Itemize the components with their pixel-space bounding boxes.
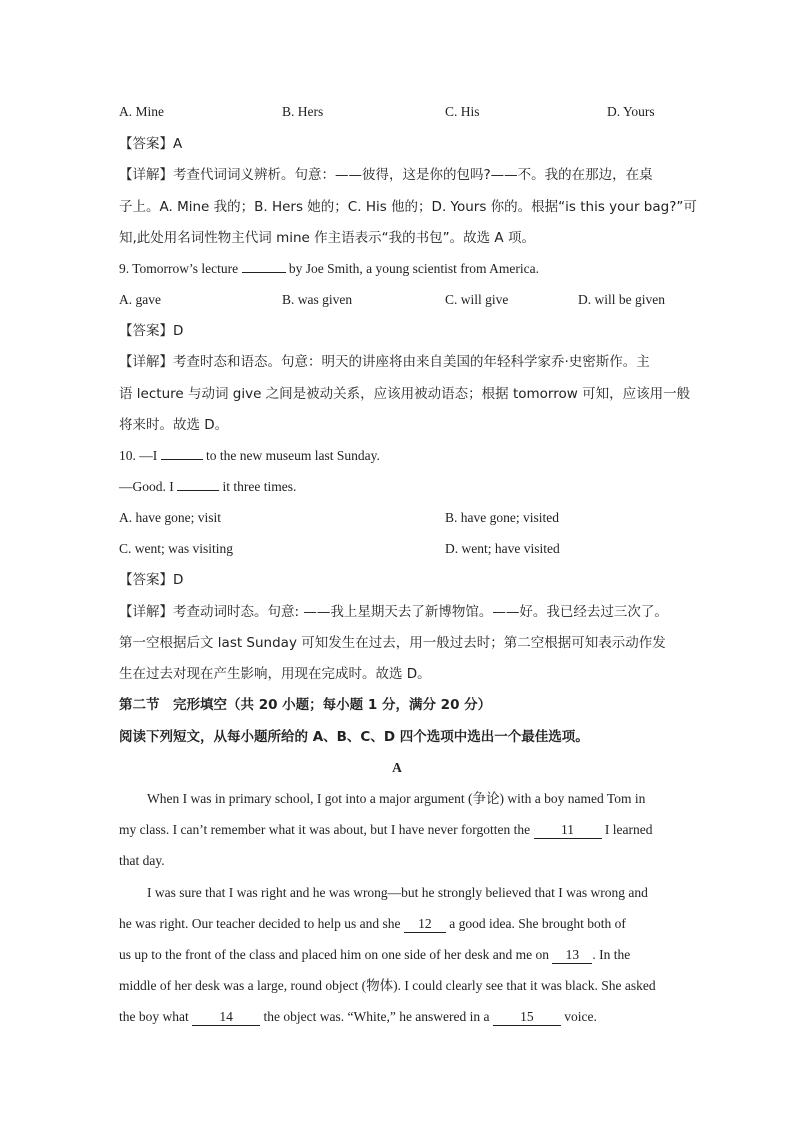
q10-option-d: D. went; have visited <box>445 541 560 556</box>
q8-answer: 【答案】A <box>119 136 183 152</box>
p2-l5-after: voice. <box>564 1009 597 1024</box>
blank-14: 14 <box>192 1009 260 1026</box>
passage-p2-line-2 <box>119 914 675 934</box>
q9-option-a: A. gave <box>119 292 161 307</box>
blank-15: 15 <box>493 1009 561 1026</box>
q10-option-a: A. have gone; visit <box>119 510 221 525</box>
q9-option-b: B. was given <box>282 292 353 307</box>
passage-p2-line-1: I was sure that I was right and he was wrong—but he strongly believed that I was wrong and <box>147 885 648 900</box>
q9-detail-line-2: 语 lecture 与动词 give 之间是被动关系，应该用被动语态；根据 tomorrow 可知，应该用一般 <box>119 386 691 402</box>
q8-detail-line-3: 知,此处用名词性物主代词 mine 作主语表示“我的书包”。故选 A 项。 <box>119 230 535 246</box>
q10-detail-line-3: 生在过去对现在产生影响，用现在完成时。故选 D。 <box>119 666 431 682</box>
q9-answer: 【答案】D <box>119 323 184 339</box>
q8-option-c: C. His <box>445 104 480 119</box>
q10-line1-after: to the new museum last Sunday. <box>206 448 380 463</box>
passage-p1-line-2 <box>119 820 675 840</box>
p2-l2-after: a good idea. She brought both of <box>449 916 626 931</box>
passage-p1-line-1: When I was in primary school, I got into a major argument (争论) with a boy named Tom in <box>147 791 646 806</box>
q10-option-c: C. went; was visiting <box>119 541 233 556</box>
section-title: 第二节 完形填空（共 20 小题；每小题 1 分，满分 20 分） <box>119 697 492 713</box>
q9-stem <box>119 259 675 279</box>
q10-blank-1 <box>161 459 203 460</box>
q8-option-d: D. Yours <box>607 104 655 119</box>
q8-option-a: A. Mine <box>119 104 164 119</box>
q9-detail-line-1: 【详解】考查时态和语态。句意：明天的讲座将由来自美国的年轻科学家乔·史密斯作。主 <box>119 354 650 370</box>
q10-blank-2 <box>177 490 219 491</box>
passage-p2-line-3 <box>119 945 675 965</box>
blank-13: 13 <box>552 947 592 964</box>
q10-option-b: B. have gone; visited <box>445 510 559 525</box>
q9-stem-after: by Joe Smith, a young scientist from America. <box>288 261 539 276</box>
passage-p2-line-5 <box>119 1007 675 1027</box>
q8-detail-line-1: 【详解】考查代词词义辨析。句意：——彼得，这是你的包吗?——不。我的在那边，在桌 <box>119 167 653 183</box>
passage-label: A <box>392 760 402 775</box>
p2-l3-after: . In the <box>592 947 631 962</box>
p2-l2-before: he was right. Our teacher decided to help us and she <box>119 916 401 931</box>
q9-blank <box>242 272 286 273</box>
q10-line2-before: —Good. I <box>119 479 174 494</box>
q10-detail-line-2: 第一空根据后文 last Sunday 可知发生在过去，用一般过去时；第二空根据可知表示动作发 <box>119 635 666 651</box>
q10-line1-before: 10. —I <box>119 448 158 463</box>
p2-l5-mid: the object was. “White,” he answered in a <box>263 1009 490 1024</box>
q9-option-c: C. will give <box>445 292 509 307</box>
p1-l2-after: I learned <box>604 822 653 837</box>
q9-detail-line-3: 将来时。故选 D。 <box>119 417 229 433</box>
q9-stem-before: 9. Tomorrow’s lecture <box>119 261 239 276</box>
q10-detail-line-1: 【详解】考查动词时态。句意: ——我上星期天去了新博物馆。——好。我已经去过三次了。 <box>119 604 668 620</box>
q10-line2-after: it three times. <box>222 479 297 494</box>
p2-l5-before: the boy what <box>119 1009 189 1024</box>
p1-l2-before: my class. I can’t remember what it was about, but I have never forgotten the <box>119 822 531 837</box>
passage-p2-line-4: middle of her desk was a large, round object (物体). I could clearly see that it was black. She asked <box>119 978 656 993</box>
blank-11: 11 <box>534 822 602 839</box>
q8-detail-line-2: 子上。A. Mine 我的；B. Hers 她的；C. His 他的；D. Yours 你的。根据“is this your bag?”可 <box>119 199 697 215</box>
q8-option-b: B. Hers <box>282 104 324 119</box>
section-instruction: 阅读下列短文，从每小题所给的 A、B、C、D 四个选项中选出一个最佳选项。 <box>119 729 589 745</box>
blank-12: 12 <box>404 916 446 933</box>
p2-l3-before: us up to the front of the class and placed him on one side of her desk and me on <box>119 947 550 962</box>
passage-p1-line-3: that day. <box>119 853 165 868</box>
q10-answer: 【答案】D <box>119 572 184 588</box>
q9-option-d: D. will be given <box>578 292 665 307</box>
q10-line-2 <box>119 477 675 497</box>
q10-line-1 <box>119 446 675 466</box>
